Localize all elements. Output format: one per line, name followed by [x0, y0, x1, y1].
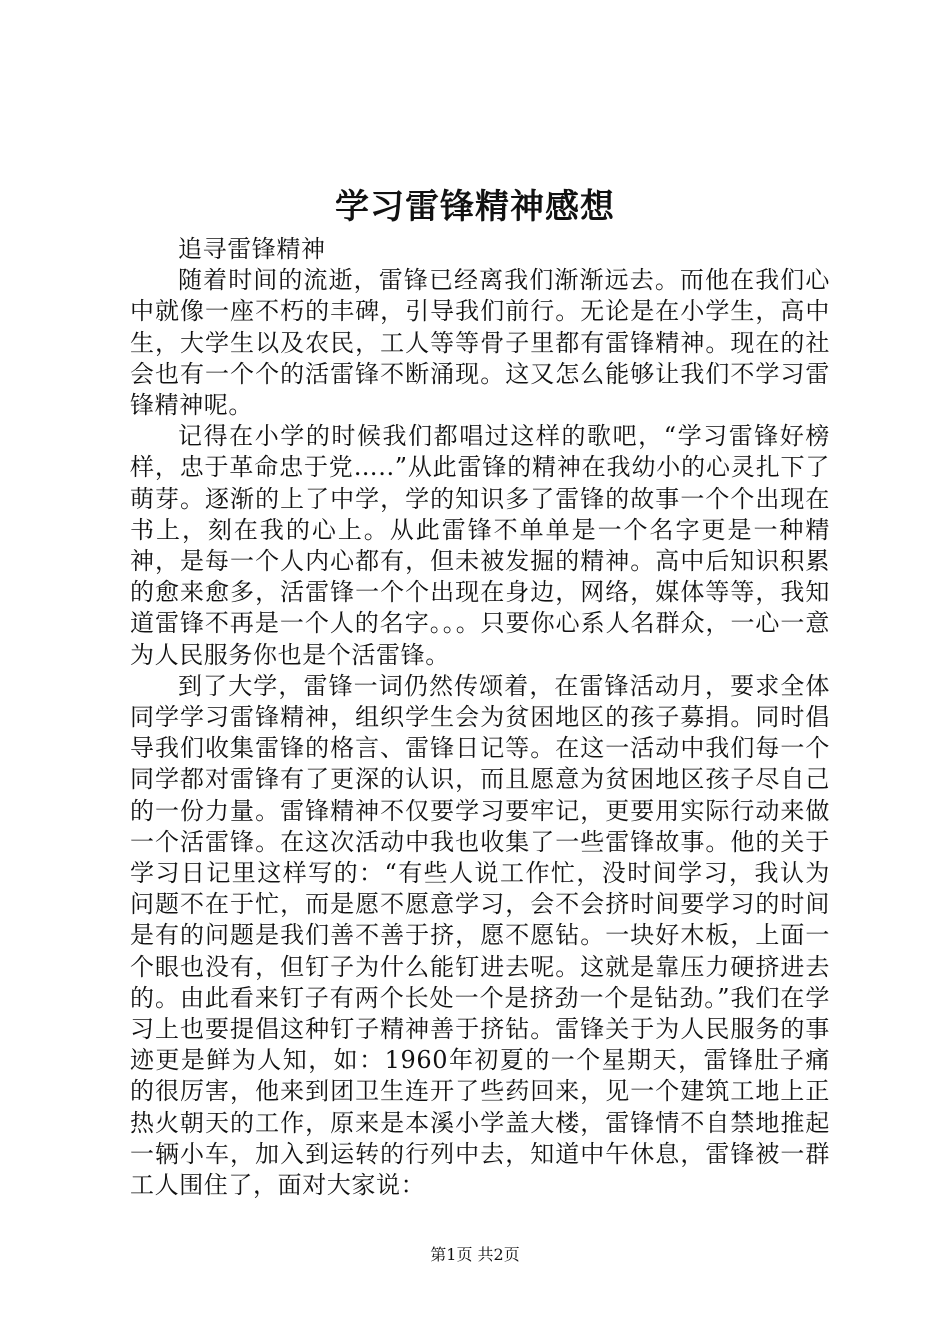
paragraph: 到了大学，雷锋一词仍然传颂着，在雷锋活动月，要求全体同学学习雷锋精神，组织学生会为贫困地区的孩子募捐。同时倡导我们收集雷锋的格言、雷锋日记等。在这一活动中我们每一个同学都对雷锋有了更深的认识，而且愿意为贫困地区孩子尽自己的一份力量。雷锋精神不仅要学习要牢记，更要用实际行动来做一个活雷锋。在这次活动中我也收集了一些雷锋故事。他的关于学习日记里这样写的：“有些人说工作忙，没时间学习，我认为问题不在于忙，而是愿不愿意学习，会不会挤时间要学习的时间是有的问题是我们善不善于挤，愿不愿钻。一块好木板，上面一个眼也没有，但钉子为什么能钉进去呢。这就是靠压力硬挤进去的。由此看来钉子有两个长处一个是挤劲一个是钻劲。”我们在学习上也要提倡这种钉子精神善于挤钻。雷锋关于为人民服务的事迹更是鲜为人知，如：1960年初夏的一个星期天，雷锋肚子痛的很厉害，他来到团卫生连开了些药回来，见一个建筑工地上正热火朝天的工作，原来是本溪小学盖大楼，雷锋情不自禁地推起一辆小车，加入到运转的行列中去，知道中午休息，雷锋被一群工人围住了，面对大家说： [130, 671, 830, 1200]
paragraph-subtitle: 追寻雷锋精神 [178, 235, 326, 263]
document-title: 学习雷锋精神感想 [335, 187, 615, 227]
document-body [130, 234, 830, 1201]
paragraph: 随着时间的流逝，雷锋已经离我们渐渐远去。而他在我们心中就像一座不朽的丰碑，引导我们前行。无论是在小学生，高中生，大学生以及农民，工人等等骨子里都有雷锋精神。现在的社会也有一个个的活雷锋不断涌现。这又怎么能够让我们不学习雷锋精神呢。 [130, 266, 830, 420]
paragraph: 记得在小学的时候我们都唱过这样的歌吧，“学习雷锋好榜样，忠于革命忠于党…..”从此雷锋的精神在我幼小的心灵扎下了萌芽。逐渐的上了中学，学的知识多了雷锋的故事一个个出现在书上，刻在我的心上。从此雷锋不单单是一个名字更是一种精神，是每一个人内心都有，但未被发掘的精神。高中后知识积累的愈来愈多，活雷锋一个个出现在身边，网络，媒体等等，我知道雷锋不再是一个人的名字。。。只要你心系人名群众，一心一意为人民服务你也是个活雷锋。 [130, 422, 830, 669]
page-number-footer: 第1页 共2页 [430, 1245, 520, 1264]
